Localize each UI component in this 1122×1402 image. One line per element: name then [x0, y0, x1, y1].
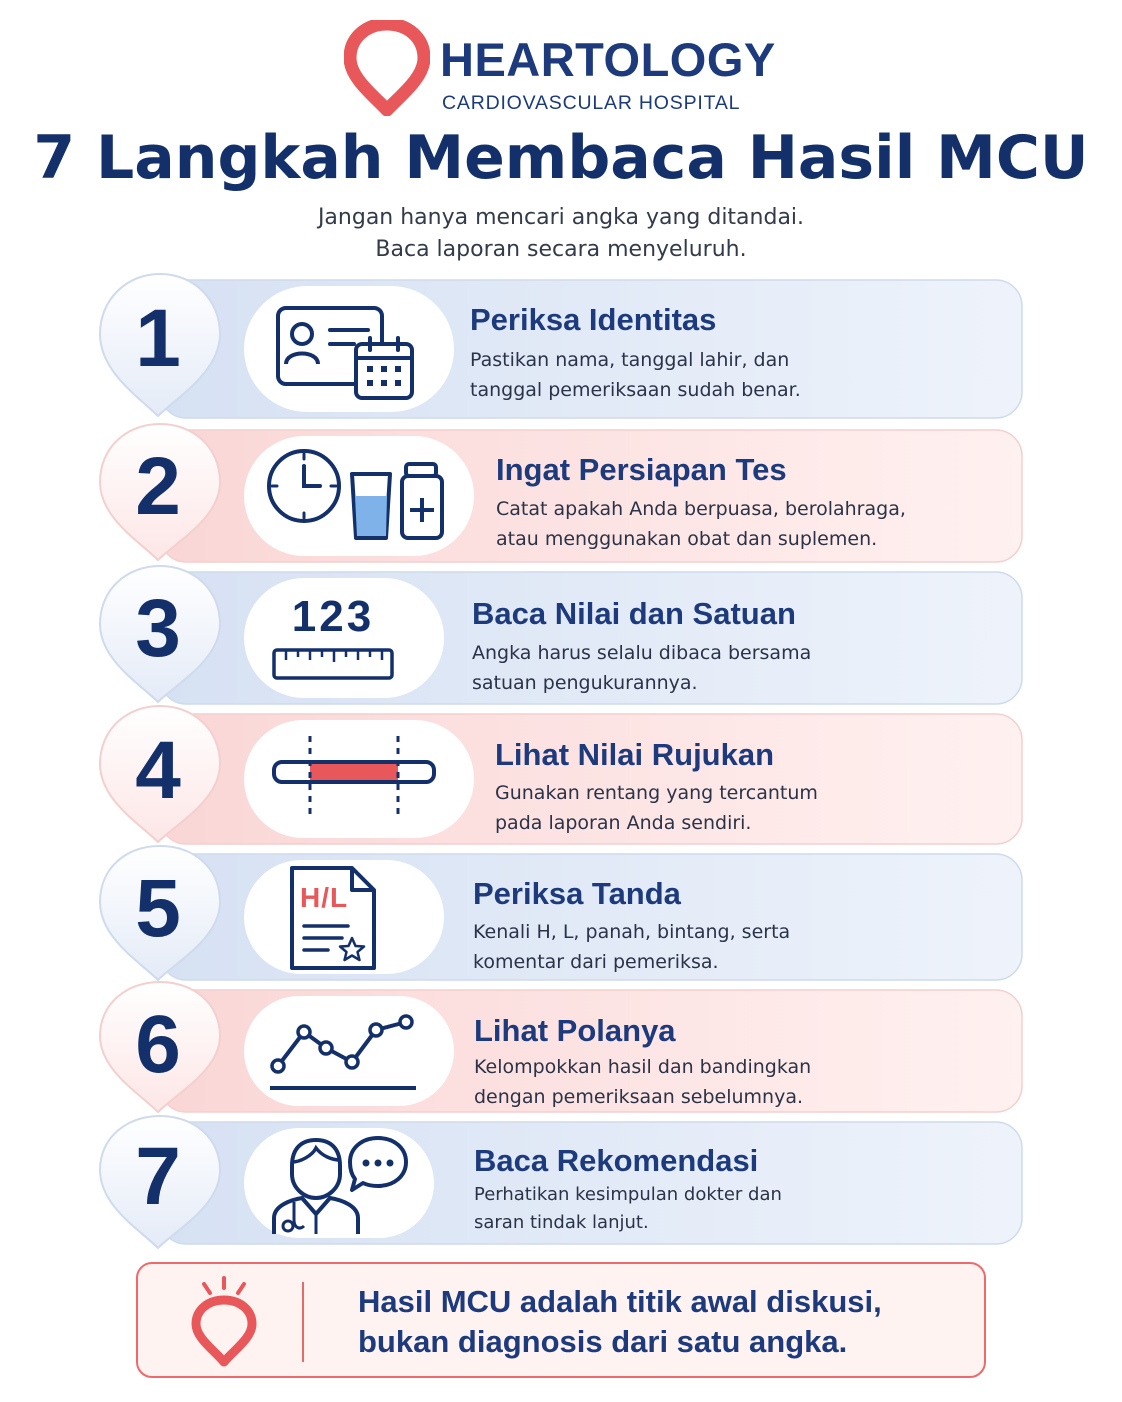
step-desc-4-line-1: Gunakan rentang yang tercantum — [495, 782, 818, 804]
step-number-5: 5 — [135, 863, 181, 954]
step-desc-4 — [495, 778, 818, 838]
clock-water-medicine-icon — [262, 446, 452, 546]
step-title-1: Periksa Identitas — [470, 302, 717, 337]
step-desc-7-line-2: saran tindak lanjut. — [474, 1212, 649, 1233]
brand-tagline: CARDIOVASCULAR HOSPITAL — [442, 92, 741, 114]
ruler-icon — [272, 646, 396, 682]
footer-message — [358, 1282, 882, 1362]
step-number-7: 7 — [135, 1131, 181, 1222]
step-number-1: 1 — [135, 293, 181, 384]
step-number-6: 6 — [135, 999, 181, 1090]
step-desc-3 — [472, 638, 811, 698]
page-title: 7 Langkah Membaca Hasil MCU — [33, 123, 1089, 193]
step-title-2: Ingat Persiapan Tes — [496, 452, 787, 487]
reference-range-icon — [268, 730, 440, 820]
trend-line-icon — [266, 1010, 422, 1094]
doctor-chat-icon — [268, 1134, 410, 1236]
step-desc-1 — [470, 345, 801, 405]
step-number-4: 4 — [135, 725, 181, 816]
step-desc-5-line-2: komentar dari pemeriksa. — [473, 951, 719, 973]
footer-divider — [302, 1282, 304, 1362]
step-title-4: Lihat Nilai Rujukan — [495, 737, 775, 772]
step-desc-5 — [473, 917, 790, 977]
subtitle-line-1: Jangan hanya mencari angka yang ditandai. — [317, 205, 805, 230]
flagged-report-icon — [286, 862, 380, 974]
step-desc-6-line-1: Kelompokkan hasil dan bandingkan — [474, 1056, 812, 1078]
heart-pin-icon — [188, 1274, 260, 1368]
document-icon — [286, 862, 380, 974]
hl-flag-label: H/L — [300, 882, 349, 913]
footer-line-1: Hasil MCU adalah titik awal diskusi, — [358, 1284, 882, 1319]
subtitle-line-2: Baca laporan secara menyeluruh. — [375, 237, 747, 262]
step-title-6: Lihat Polanya — [474, 1013, 676, 1048]
brand-name: HEARTOLOGY — [440, 33, 776, 86]
step-title-5: Periksa Tanda — [473, 876, 681, 911]
step-desc-3-line-1: Angka harus selalu dibaca bersama — [472, 642, 812, 664]
footer-callout — [136, 1262, 986, 1378]
footer-line-2: bukan diagnosis dari satu angka. — [358, 1324, 848, 1359]
step-desc-7 — [474, 1181, 782, 1237]
step-desc-6-line-2: dengan pemeriksaan sebelumnya. — [474, 1086, 804, 1108]
id-card-calendar-icon — [270, 300, 420, 404]
step-title-3: Baca Nilai dan Satuan — [472, 596, 796, 631]
step-desc-2-line-1: Catat apakah Anda berpuasa, berolahraga, — [496, 498, 906, 520]
step-desc-6 — [474, 1052, 811, 1112]
step-desc-1-line-1: Pastikan nama, tanggal lahir, dan — [470, 349, 790, 371]
numbers-label: 123 — [291, 592, 375, 641]
numbers-ruler-icon — [268, 592, 398, 688]
step-title-7: Baca Rekomendasi — [474, 1143, 759, 1178]
step-desc-1-line-2: tanggal pemeriksaan sudah benar. — [470, 379, 801, 401]
step-desc-7-line-1: Perhatikan kesimpulan dokter dan — [474, 1184, 782, 1205]
step-number-3: 3 — [135, 583, 181, 674]
step-desc-2 — [496, 494, 906, 554]
step-desc-3-line-2: satuan pengukurannya. — [472, 672, 698, 694]
step-desc-5-line-1: Kenali H, L, panah, bintang, serta — [473, 921, 791, 943]
step-number-2: 2 — [135, 441, 181, 532]
step-desc-4-line-2: pada laporan Anda sendiri. — [495, 812, 752, 834]
step-desc-2-line-2: atau menggunakan obat dan suplemen. — [496, 528, 878, 550]
